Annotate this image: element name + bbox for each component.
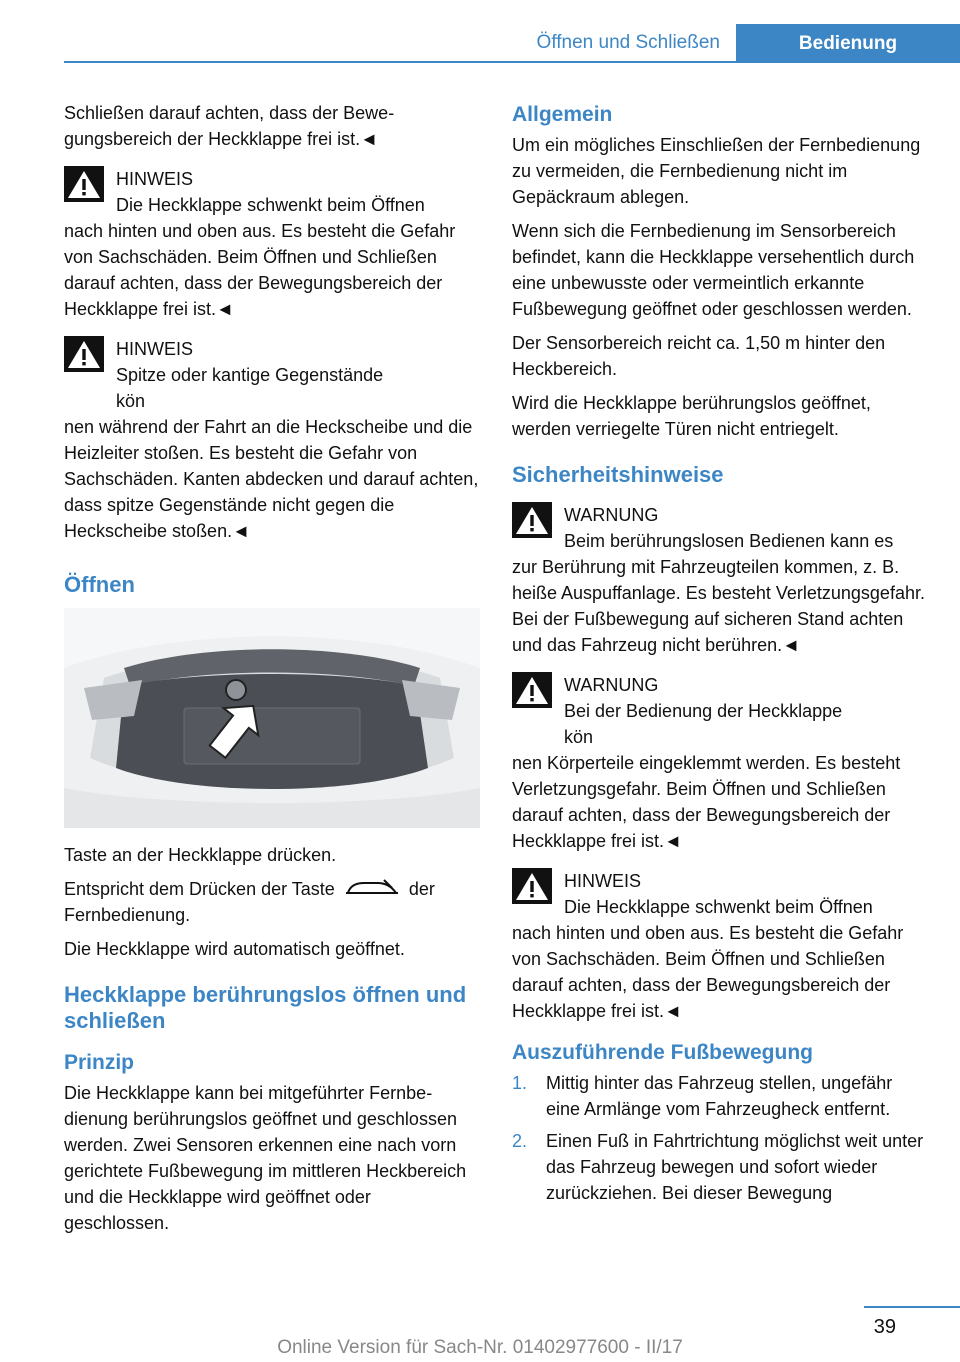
notice-box [512,868,928,1024]
warning-triangle-icon [512,868,552,904]
warning-first-line: Beim berührungslosen Bedienen kann es [564,531,894,551]
intro-text: Schließen darauf achten, dass der Bewegungsbereich der Heckklappe frei ist.◄ [64,103,395,149]
notice-first-line: Die Heckklappe schwenkt beim Öffnen [116,195,425,215]
steps-list [512,1070,928,1206]
auto-open-text: Die Heckklappe wird automatisch geöffnet. [64,939,405,959]
header-rule [64,61,960,63]
tailgate-illustration [64,608,480,828]
general-text-1: Um ein mögliches Einschließen der Fernbedienung zu vermeiden, die Fernbedienung nicht im Gepäckraum ablegen. [512,135,921,207]
general-text-4: Wird die Heckklappe berührungslos geöffnet, werden verriegelte Türen nicht entriegelt. [512,393,871,439]
page-header [0,24,960,62]
car-tailgate-key-icon [344,878,400,898]
warning-box [512,502,928,658]
page-number-rule [864,1306,960,1308]
notice-text: nach hinten und oben aus. Es besteht die Gefahr von Sachschäden. Beim Öffnen und Schließen darauf achten, dass der Bewegungsbereich der Heckklappe frei ist.◄ [512,923,904,1021]
notice-text: nach hinten und oben aus. Es besteht die Gefahr von Sachschäden. Beim Öffnen und Schließen darauf achten, dass der Bewegungsbereich der Heckklappe frei ist.◄ [64,221,456,319]
warning-title: WARNUNG [564,675,659,695]
key-sentence-start: Entspricht dem Drücken der Taste [64,879,335,899]
warning-triangle-icon [512,672,552,708]
heading-foot-movement: Auszuführende Fußbewegung [512,1041,813,1064]
list-item [512,1070,928,1122]
footer-text: Online Version für Sach-Nr. 01402977600 - II/17 [277,1337,683,1358]
notice-title: HINWEIS [116,169,194,189]
notice-text: nen während der Fahrt an die Heckscheibe und die Heizleiter stoßen. Es besteht die Gefahr von Sachschäden. Kanten abdecken und darauf achten, dass spitze Gegenstände nicht gegen die Heckscheibe stoßen.◄ [64,417,479,541]
list-item [512,1128,928,1206]
warning-title: WARNUNG [564,505,659,525]
heading-open: Öffnen [64,572,135,597]
notice-box [64,336,480,544]
general-text-3: Der Sensorbereich reicht ca. 1,50 m hinter den Heckbereich. [512,333,886,379]
left-column [64,100,480,1244]
step-number: 1. [512,1073,528,1093]
key-sentence-end: der Fernbedienung. [64,879,435,925]
heading-contactless: Heckklappe berührungslos öffnen und schließen [64,982,467,1033]
key-sentence [64,876,480,928]
notice-title: HINWEIS [564,871,642,891]
principle-text: Die Heckklappe kann bei mitgeführter Fernbedienung berührungslos geöffnet und geschlossen werden. Zwei Sensoren erkennen eine nach vorn gerichtete Fußbewegung im mittleren Heckbereich und die Heckklappe wird geöffnet oder geschlossen. [64,1083,467,1233]
warning-text: zur Berührung mit Fahrzeugteilen kommen, z. B. heiße Auspuffanlage. Es besteht Verletzungsgefahr. Bei der Fußbewegung auf sicheren Stand achten und das Fahrzeug nicht berühren.◄ [512,557,925,655]
header-section-title: Öffnen und Schließen [536,32,720,53]
general-text-2: Wenn sich die Fernbedienung im Sensorbereich befindet, kann die Heckklappe versehentlich durch eine unbewusste oder vermeintlich erkannte Fußbewegung geöffnet oder geschlossen werden. [512,221,915,319]
heading-safety: Sicherheitshinweise [512,462,724,487]
caption-text: Taste an der Heckklappe drücken. [64,845,337,865]
warning-first-line: Bei der Bedienung der Heckklappe kön [564,701,843,747]
heading-principle: Prinzip [64,1051,135,1074]
warning-triangle-icon [512,502,552,538]
notice-box [64,166,480,322]
step-number: 2. [512,1131,528,1151]
notice-first-line: Die Heckklappe schwenkt beim Öffnen [564,897,873,917]
notice-title: HINWEIS [116,339,194,359]
right-column [512,100,928,1212]
step-text: Mittig hinter das Fahrzeug stellen, ungefähr eine Armlänge vom Fahrzeugheck entfernt. [546,1073,893,1119]
warning-box [512,672,928,854]
notice-first-line: Spitze oder kantige Gegenstände kön [116,365,384,411]
page-number: 39 [873,1316,896,1338]
step-text: Einen Fuß in Fahrtrichtung möglichst weit unter das Fahrzeug bewegen und sofort wieder zurückziehen. Bei dieser Bewegung [546,1131,924,1203]
warning-triangle-icon [64,336,104,372]
header-chapter-tab: Bedienung [736,24,960,63]
warning-triangle-icon [64,166,104,202]
warning-text: nen Körperteile eingeklemmt werden. Es besteht Verletzungsgefahr. Beim Öffnen und Schließen darauf achten, dass der Bewegungsbereich der Heckklappe frei ist.◄ [512,753,901,851]
heading-general: Allgemein [512,103,613,126]
